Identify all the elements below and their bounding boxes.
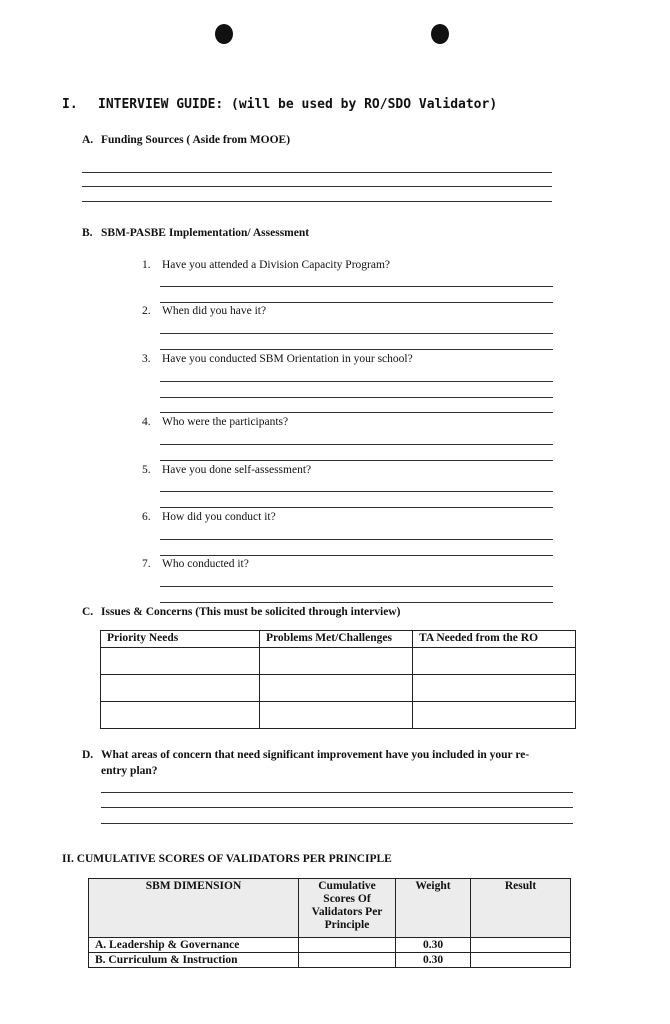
part-d-question-line1: What areas of concern that need significant improvement have you included in your re- xyxy=(101,749,530,761)
scores-table xyxy=(88,878,571,968)
table-cell[interactable] xyxy=(413,675,576,702)
weight-value: 0.30 xyxy=(396,953,471,968)
dimension-label: B. Curriculum & Instruction xyxy=(89,953,299,968)
answer-line xyxy=(160,602,553,603)
punch-hole-left xyxy=(215,24,233,44)
answer-line xyxy=(101,792,573,793)
table-cell[interactable] xyxy=(260,702,413,729)
question-number: 5. xyxy=(142,464,151,476)
answer-line xyxy=(160,507,553,508)
table-cell[interactable] xyxy=(260,675,413,702)
table-cell[interactable] xyxy=(413,648,576,675)
question-text: Who were the participants? xyxy=(162,416,289,428)
column-header-weight xyxy=(396,879,471,938)
table-cell[interactable] xyxy=(101,675,260,702)
answer-line xyxy=(101,823,573,824)
answer-line xyxy=(160,412,553,413)
weight-value: 0.30 xyxy=(396,938,471,953)
column-header-problems: Problems Met/Challenges xyxy=(260,631,413,648)
header-line: Validators Per xyxy=(311,906,383,918)
answer-line xyxy=(160,555,553,556)
table-cell[interactable] xyxy=(299,953,396,968)
header-line: Scores Of xyxy=(323,893,371,905)
section-number: I. xyxy=(62,97,78,112)
question-text: Have you conducted SBM Orientation in your school? xyxy=(162,353,413,365)
issues-table xyxy=(100,630,576,729)
answer-line xyxy=(160,302,553,303)
question-number: 7. xyxy=(142,558,151,570)
table-cell[interactable] xyxy=(260,648,413,675)
answer-line xyxy=(160,586,553,587)
question-number: 3. xyxy=(142,353,151,365)
table-cell[interactable] xyxy=(299,938,396,953)
part-b-title: SBM-PASBE Implementation/ Assessment xyxy=(101,227,310,239)
section-title: INTERVIEW GUIDE: (will be used by RO/SDO Validator) xyxy=(98,97,498,112)
table-row xyxy=(101,648,576,675)
question-number: 2. xyxy=(142,305,151,317)
column-header-sbm-dimension-text: SBM DIMENSION xyxy=(145,880,242,892)
question-text: Who conducted it? xyxy=(162,558,249,570)
part-a-title: Funding Sources ( Aside from MOOE) xyxy=(101,134,291,146)
question-number: 6. xyxy=(142,511,151,523)
part-d-label: D. xyxy=(82,749,94,761)
question-number: 4. xyxy=(142,416,151,428)
part-c-title: Issues & Concerns (This must be solicited through interview) xyxy=(101,606,401,618)
column-header-result-text: Result xyxy=(504,880,537,892)
table-cell[interactable] xyxy=(101,648,260,675)
answer-line xyxy=(160,333,553,334)
table-row xyxy=(101,675,576,702)
section-2-title: II. CUMULATIVE SCORES OF VALIDATORS PER PRINCIPLE xyxy=(62,853,392,865)
part-d-question-line2: entry plan? xyxy=(101,765,158,777)
question-text: Have you attended a Division Capacity Program? xyxy=(162,259,391,271)
part-c-label: C. xyxy=(82,606,94,618)
dimension-label: A. Leadership & Governance xyxy=(89,938,299,953)
question-text: Have you done self-assessment? xyxy=(162,464,312,476)
column-header-ta-needed: TA Needed from the RO xyxy=(413,631,576,648)
table-cell[interactable] xyxy=(471,953,571,968)
table-row xyxy=(89,953,571,968)
answer-line xyxy=(101,807,573,808)
answer-line xyxy=(160,491,553,492)
table-cell[interactable] xyxy=(471,938,571,953)
answer-line xyxy=(160,286,553,287)
answer-line xyxy=(82,201,552,202)
column-header-result xyxy=(471,879,571,938)
answer-line xyxy=(82,172,552,173)
answer-line xyxy=(160,460,553,461)
answer-line xyxy=(160,539,553,540)
column-header-sbm-dimension xyxy=(89,879,299,938)
answer-line xyxy=(160,381,553,382)
question-number: 1. xyxy=(142,259,151,271)
table-row xyxy=(101,702,576,729)
answer-line xyxy=(160,444,553,445)
column-header-cumulative xyxy=(299,879,396,938)
header-line: Principle xyxy=(324,919,370,931)
table-cell[interactable] xyxy=(101,702,260,729)
header-line: Cumulative xyxy=(318,880,376,892)
column-header-weight-text: Weight xyxy=(415,880,451,892)
table-cell[interactable] xyxy=(413,702,576,729)
question-text: When did you have it? xyxy=(162,305,267,317)
column-header-priority-needs: Priority Needs xyxy=(101,631,260,648)
answer-line xyxy=(160,397,553,398)
part-a-label: A. xyxy=(82,134,94,146)
punch-hole-right xyxy=(431,24,449,44)
part-b-label: B. xyxy=(82,227,93,239)
answer-line xyxy=(82,186,552,187)
answer-line xyxy=(160,349,553,350)
table-row xyxy=(89,938,571,953)
question-text: How did you conduct it? xyxy=(162,511,276,523)
